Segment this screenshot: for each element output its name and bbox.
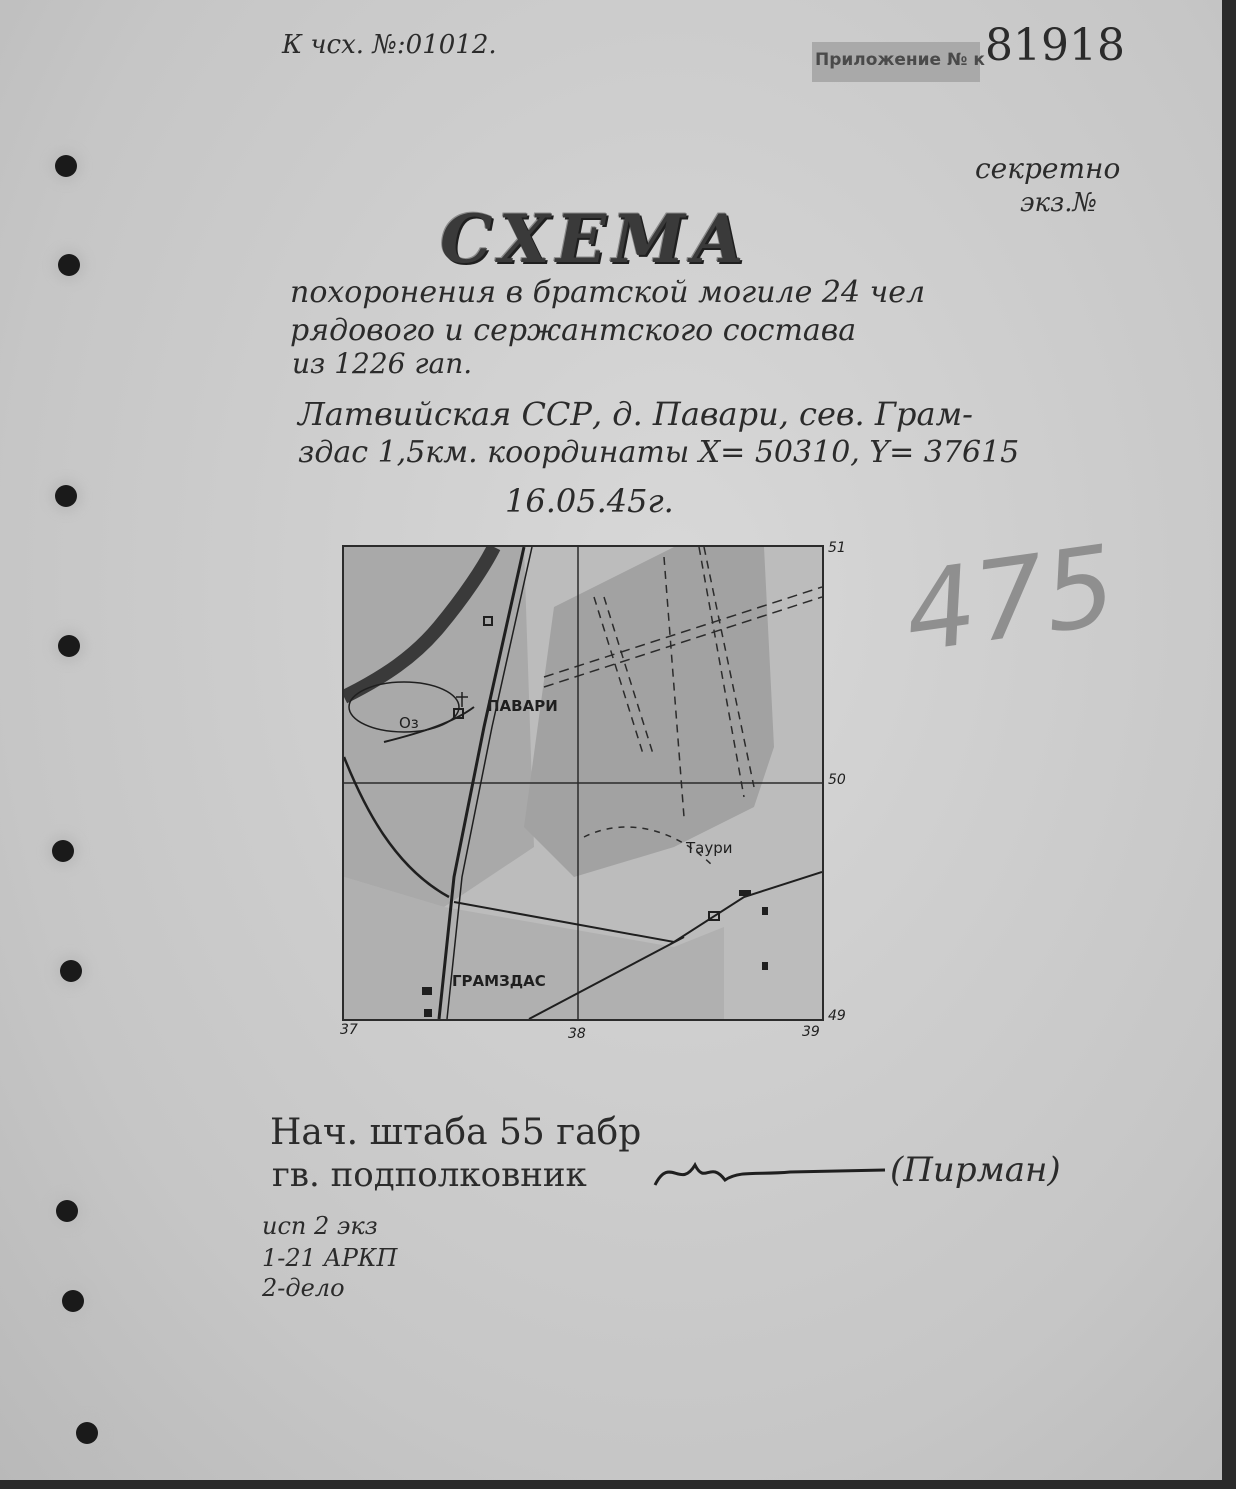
grid-y-51: 51: [828, 540, 846, 556]
binder-hole: [58, 254, 80, 276]
binder-hole: [60, 960, 82, 982]
map-label-tauri: Таури: [686, 839, 733, 857]
stamp-label: Приложение № к: [815, 50, 985, 70]
copy-note: экз.№: [1020, 188, 1098, 218]
location-line-1: Латвийская ССР, д. Павари, сев. Грам-: [298, 395, 973, 433]
map-label-gramzdas: ГРАМЗДАС: [452, 972, 546, 990]
binder-hole: [55, 485, 77, 507]
binder-hole: [55, 155, 77, 177]
folio-number: 475: [897, 521, 1123, 677]
map-drawing: [344, 547, 822, 1019]
grid-x-39: 39: [802, 1024, 820, 1040]
binder-hole: [76, 1422, 98, 1444]
burial-site-map: [342, 545, 824, 1021]
map-label-pavari: ПАВАРИ: [487, 697, 558, 715]
distribution-line-2: 1-21 АРКП: [262, 1244, 398, 1272]
grid-y-50: 50: [828, 772, 846, 788]
signature-line-1: Нач. штаба 55 габр: [270, 1112, 642, 1153]
description-line-3: из 1226 гап.: [292, 347, 473, 380]
handwritten-signature: [650, 1150, 900, 1200]
distribution-line-1: исп 2 экз: [262, 1212, 378, 1240]
grid-y-49: 49: [828, 1008, 846, 1024]
description-line-1: похоронения в братской могиле 24 чел: [290, 275, 926, 310]
document-date: 16.05.45г.: [505, 482, 674, 520]
file-reference: К чсх. №:01012.: [282, 30, 497, 60]
location-line-2: здас 1,5км. координаты X= 50310, Y= 37615: [298, 435, 1020, 470]
description-line-2: рядового и сержантского состава: [290, 313, 857, 348]
binder-hole: [58, 635, 80, 657]
signature-line-2: гв. подполковник: [272, 1155, 587, 1195]
grid-x-38: 38: [568, 1026, 586, 1042]
document-number: 81918: [985, 20, 1125, 71]
secrecy-mark: секретно: [975, 152, 1121, 185]
document-title: СХЕМА: [440, 200, 751, 278]
distribution-line-3: 2-дело: [262, 1274, 345, 1302]
map-label-lake: Оз: [399, 714, 419, 732]
binder-hole: [56, 1200, 78, 1222]
grid-x-37: 37: [340, 1022, 358, 1038]
signer-name: (Пирман): [890, 1150, 1061, 1190]
binder-hole: [52, 840, 74, 862]
binder-hole: [62, 1290, 84, 1312]
